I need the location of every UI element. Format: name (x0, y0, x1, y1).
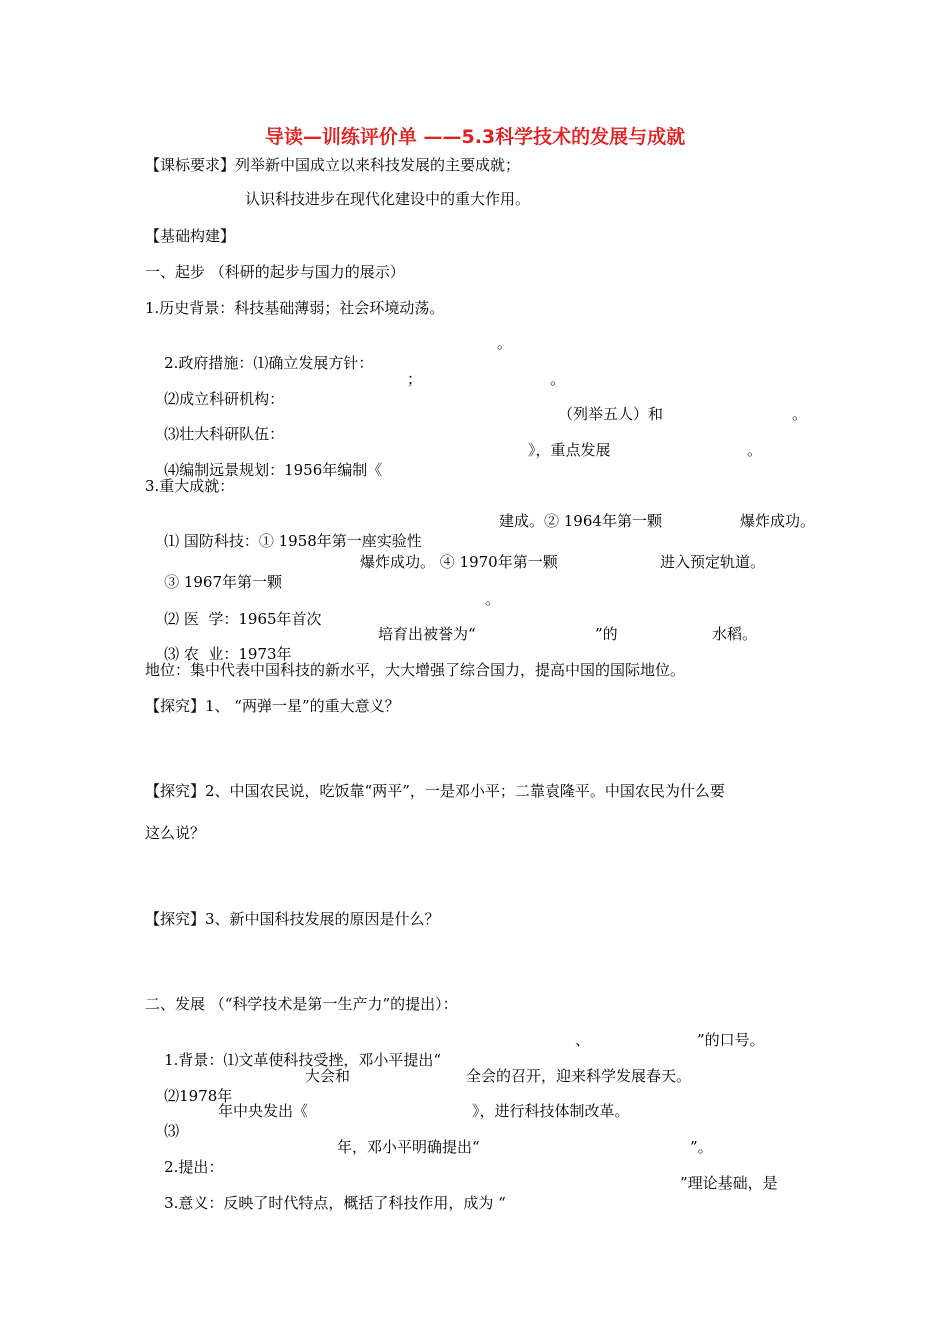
s2-conference-text-3: 全会的召开，迎来科学发展春天。 (466, 1067, 692, 1085)
defense2-text-3: 进入预定轨道。 (660, 553, 766, 571)
status-line: 地位：集中代表中国科技的新水平，大大增强了综合国力，提高中国的国际地位。 (145, 661, 686, 679)
basic-header: 【基础构建】 (145, 227, 236, 245)
s2-significance-text-1: 3.意义：反映了时代特点，概括了科技作用，成为 “ (164, 1194, 506, 1212)
medicine-text: ⑵ 医 学：1965年首次 (164, 610, 322, 628)
s2-reform-text-1: ⑶ (164, 1122, 180, 1140)
defense-text-3: 爆炸成功。 (740, 512, 816, 530)
plan-text: ⑷编制远景规划：1956年编制《 (164, 461, 383, 479)
s2-propose-text-1: 2.提出： (164, 1158, 224, 1176)
s2-reform-text-3: 》，进行科技体制改革。 (472, 1102, 630, 1120)
agriculture-text-2: 培育出被誉为“ (378, 625, 476, 643)
s2-conference-text-2: 大会和 (305, 1067, 351, 1085)
requirement-line-1: 【课标要求】列举新中国成立以来科技发展的主要成就； (145, 156, 521, 174)
team-text: ⑶壮大科研队伍： (164, 425, 285, 443)
defense-text-2: 建成。② 1964年第一颗 (499, 512, 662, 530)
institution-text: ⑵成立科研机构： (164, 390, 285, 408)
team-text-2: （列举五人）和 (558, 405, 664, 423)
institution-semicolon: ； (407, 370, 423, 388)
s2-significance-text-2: ”理论基础，是 (680, 1174, 778, 1192)
s2-background-text-2: 、 (575, 1031, 591, 1049)
explore-question-3: 【探究】3、新中国科技发展的原因是什么？ (145, 910, 440, 928)
s2-background-text-1: 1.背景：⑴文革使科技受挫，邓小平提出“ (164, 1051, 442, 1069)
explore-question-1: 【探究】1、 “两弹一星”的重大意义？ (145, 697, 400, 715)
agriculture-text-1: ⑶ 农 业：1973年 (164, 645, 292, 663)
plan-text-2: 》，重点发展 (528, 441, 611, 459)
plan-end: 。 (747, 441, 763, 459)
background-line: 1.历史背景：科技基础薄弱；社会环境动荡。 (145, 299, 445, 317)
defense2-text-2: 爆炸成功。 ④ 1970年第一颗 (360, 553, 558, 571)
medicine-end: 。 (485, 590, 501, 608)
defense2-text-1: ③ 1967年第一颗 (164, 573, 283, 591)
section1-heading: 一、起步 （科研的起步与国力的展示） (145, 263, 405, 281)
s2-significance-line (145, 1173, 778, 1253)
s2-propose-text-2: 年，邓小平明确提出“ (337, 1138, 480, 1156)
agriculture-text-4: 水稻。 (712, 625, 758, 643)
s2-conference-text-1: ⑵1978年 (164, 1087, 233, 1105)
explore-question-2a: 【探究】2、中国农民说，吃饭靠“两平”，一是邓小平；二靠袁隆平。中国农民为什么要 (145, 782, 725, 800)
measures-end: 。 (497, 334, 513, 352)
achievements-line: 3.重大成就： (145, 477, 235, 495)
explore-question-2b: 这么说？ (145, 824, 206, 842)
page-title: 导读—训练评价单 ——5.3科学技术的发展与成就 (264, 126, 686, 148)
team-end: 。 (792, 405, 808, 423)
s2-propose-text-3: ”。 (690, 1138, 713, 1156)
institution-end: 。 (550, 370, 566, 388)
agriculture-text-3: ”的 (595, 625, 618, 643)
requirement-line-2: 认识科技进步在现代化建设中的重大作用。 (245, 190, 531, 208)
defense-text-1: ⑴ 国防科技：① 1958年第一座实验性 (164, 532, 422, 550)
s2-reform-text-2: 年中央发出《 (218, 1102, 309, 1120)
s2-background-text-3: ”的口号。 (697, 1031, 765, 1049)
section2-heading: 二、发展 （“科学技术是第一生产力”的提出）： (145, 995, 458, 1013)
measures-text: 2.政府措施：⑴确立发展方针： (164, 354, 374, 372)
